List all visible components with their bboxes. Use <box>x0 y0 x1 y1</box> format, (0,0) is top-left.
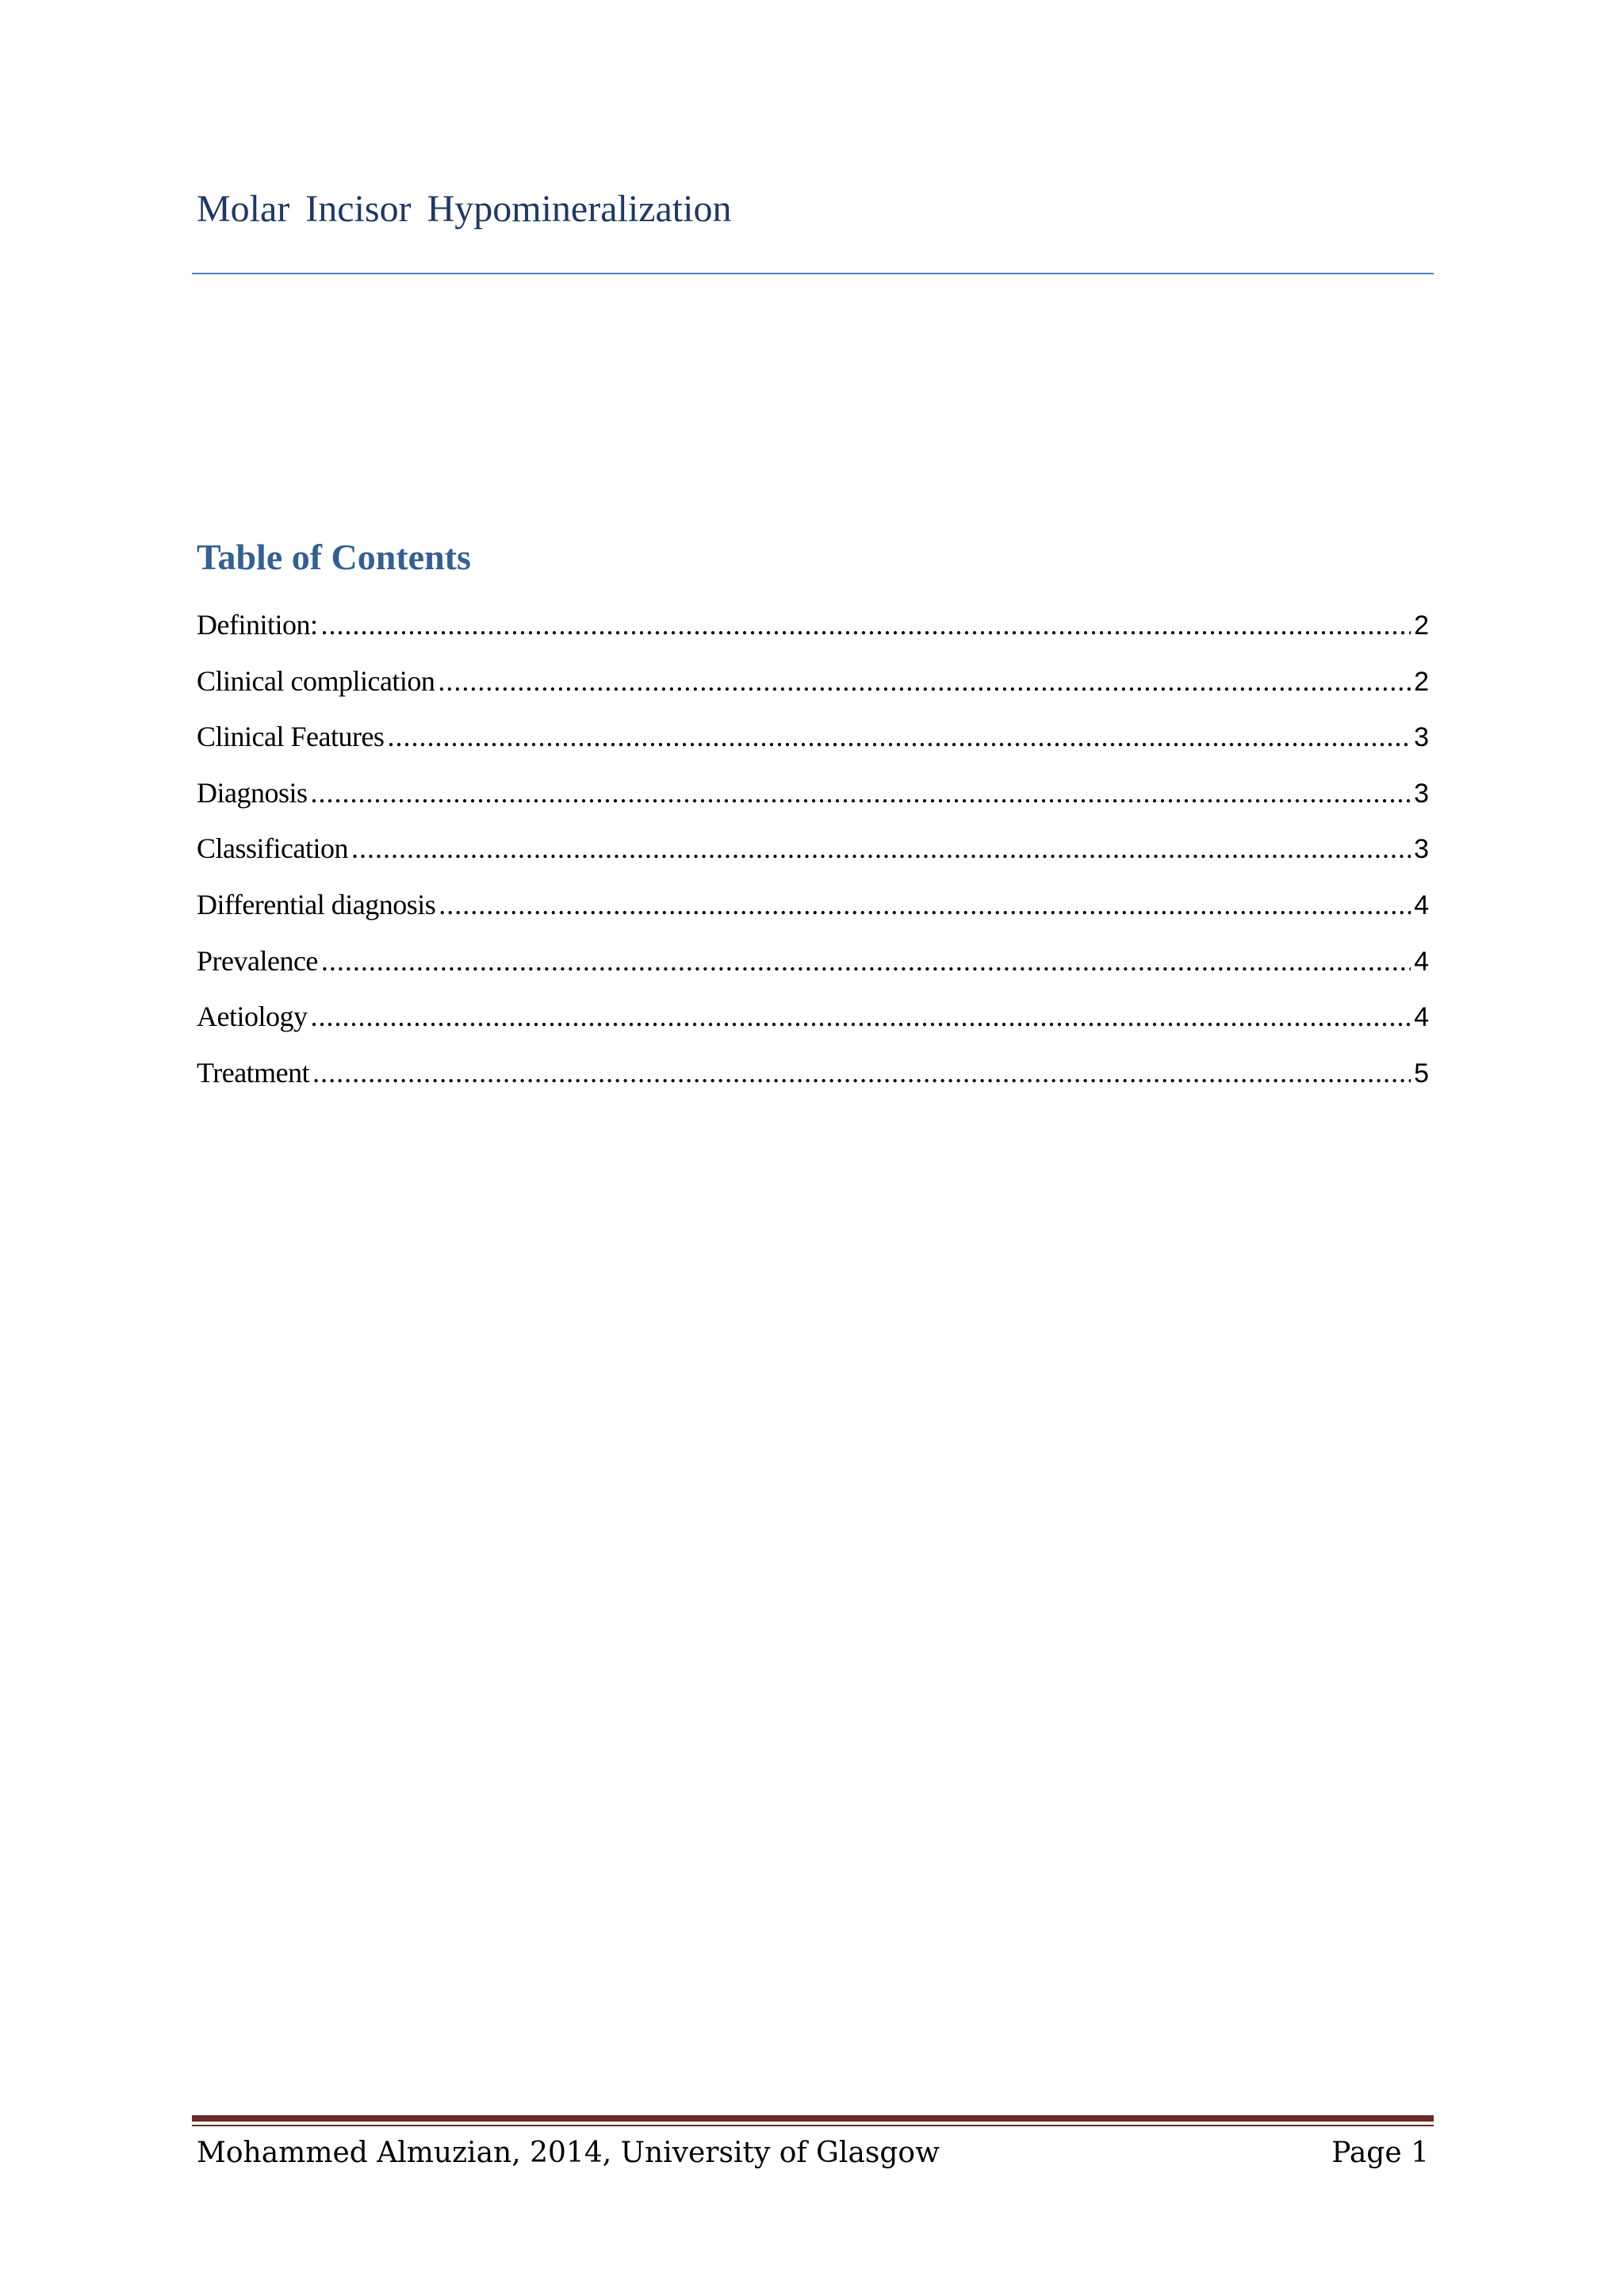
toc-entry-page: 4 <box>1414 1002 1429 1033</box>
toc-entry-classification[interactable] <box>197 826 1429 882</box>
document-header-title: Molar Incisor Hypomineralization <box>197 188 732 230</box>
footer-divider-thin <box>192 2125 1434 2126</box>
toc-dot-leader <box>439 882 1411 927</box>
toc-entry-prevalence[interactable] <box>197 939 1429 995</box>
toc-dot-leader <box>351 826 1411 871</box>
toc-entry-page: 5 <box>1414 1058 1429 1089</box>
toc-dot-leader <box>387 714 1411 759</box>
toc-entry-label: Diagnosis <box>197 776 308 809</box>
toc-entry-page: 2 <box>1414 610 1429 641</box>
toc-entry-page: 3 <box>1414 722 1429 753</box>
toc-entry-label: Aetiology <box>197 1001 308 1033</box>
toc-dot-leader <box>438 659 1411 703</box>
toc-entry-treatment[interactable] <box>197 1050 1429 1107</box>
toc-dot-leader <box>321 939 1411 983</box>
toc-dot-leader <box>311 771 1411 815</box>
toc-entry-label: Clinical Features <box>197 721 385 753</box>
footer-page-number: Page 1 <box>1331 2137 1429 2169</box>
toc-entry-label: Treatment <box>197 1056 310 1089</box>
toc-entry-clinical-features[interactable] <box>197 714 1429 771</box>
toc-entry-page: 2 <box>1414 666 1429 697</box>
toc-entry-diagnosis[interactable] <box>197 771 1429 827</box>
toc-entry-label: Clinical complication <box>197 664 435 697</box>
toc-entry-label: Differential diagnosis <box>197 888 436 920</box>
toc-heading: Table of Contents <box>197 537 471 577</box>
toc-entry-page: 4 <box>1414 946 1429 977</box>
toc-entry-label: Prevalence <box>197 944 318 977</box>
page-footer <box>197 2131 1429 2175</box>
toc-dot-leader <box>320 603 1411 647</box>
toc-dot-leader <box>310 994 1411 1039</box>
table-of-contents <box>197 603 1429 1106</box>
toc-entry-page: 3 <box>1414 778 1429 809</box>
toc-entry-page: 3 <box>1414 834 1429 865</box>
footer-author: Mohammed Almuzian, 2014, University of Glasgow <box>197 2137 940 2169</box>
toc-dot-leader <box>312 1050 1411 1095</box>
toc-entry-page: 4 <box>1414 890 1429 920</box>
toc-entry-aetiology[interactable] <box>197 994 1429 1050</box>
toc-entry-label: Classification <box>197 832 348 865</box>
footer-divider-thick <box>192 2115 1434 2122</box>
toc-entry-differential-diagnosis[interactable] <box>197 882 1429 939</box>
toc-entry-definition[interactable] <box>197 603 1429 659</box>
header-divider <box>192 273 1434 274</box>
toc-entry-label: Definition: <box>197 609 318 641</box>
toc-entry-clinical-complication[interactable] <box>197 659 1429 715</box>
